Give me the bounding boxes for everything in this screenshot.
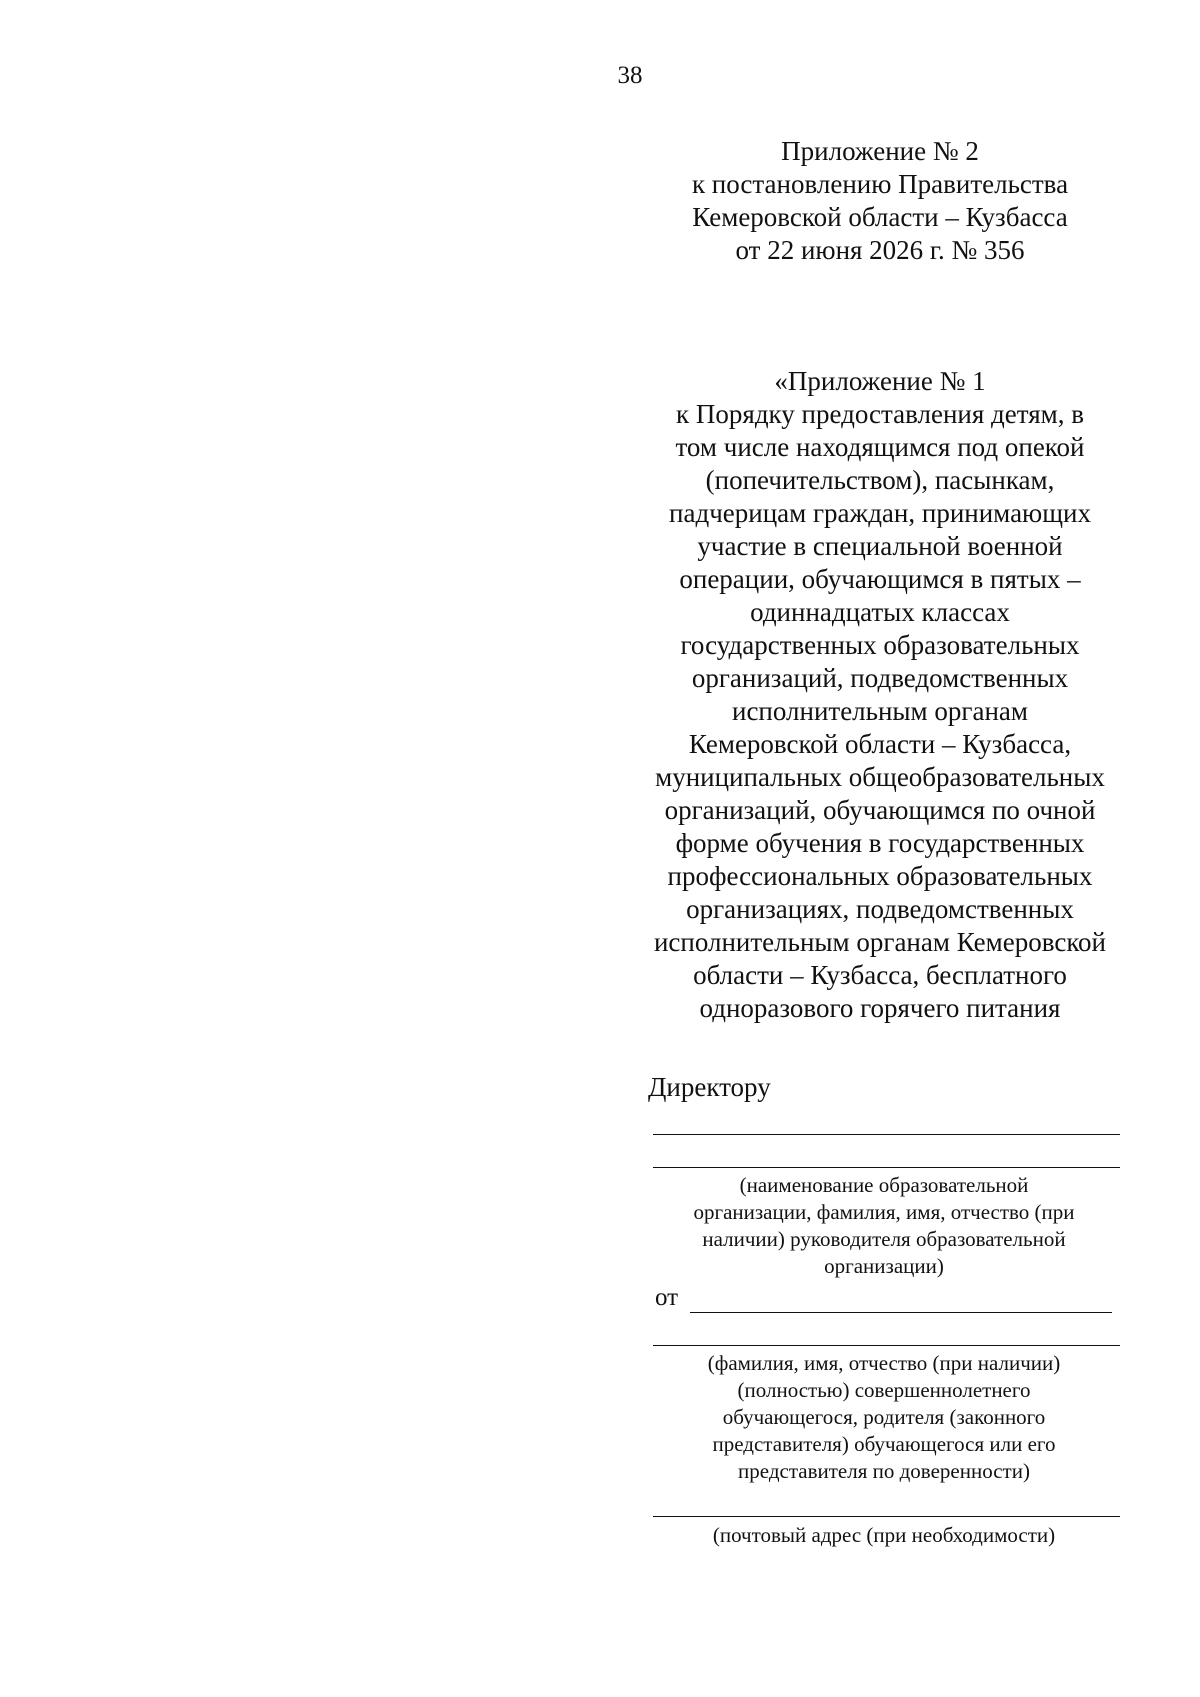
person-fill-line [653, 1345, 1120, 1346]
annex-inner-line: профессиональных образовательных [667, 861, 1093, 891]
person-caption [648, 1350, 1120, 1485]
org-caption-line: (наименование образовательной [739, 1173, 1029, 1197]
org-fill-line [653, 1167, 1120, 1168]
page-number: 38 [617, 62, 643, 89]
person-caption-line: представителя по доверенности) [738, 1459, 1030, 1483]
annex-header-line: Кемеровской области – Кузбасса [692, 202, 1068, 232]
annex-header-line: от 22 июня 2026 г. № 356 [735, 235, 1025, 265]
annex-inner-line: области – Кузбасса, бесплатного [693, 960, 1067, 990]
person-caption-line: (фамилия, имя, отчество (при наличии) [707, 1351, 1061, 1375]
address-fill-line [653, 1516, 1120, 1517]
annex-inner-line: одноразового горячего питания [699, 993, 1061, 1023]
address-caption: (почтовый адрес (при необходимости) [712, 1523, 1056, 1547]
annex-inner-line: том числе находящимся под опекой [675, 432, 1085, 462]
annex-header [640, 135, 1120, 267]
annex-inner-line: Кемеровской области – Кузбасса, [688, 729, 1072, 759]
from-fill-line [690, 1312, 1112, 1313]
annex-inner-line: падчерицам граждан, принимающих [669, 498, 1091, 528]
annex-inner-line: исполнительным органам Кемеровской [653, 927, 1107, 957]
annex-inner-line: операции, обучающимся в пятых – [679, 564, 1081, 594]
annex-inner-line: к Порядку предоставления детям, в [676, 399, 1084, 429]
annex-header-line: Приложение № 2 [781, 136, 979, 166]
director-fill-line [653, 1134, 1120, 1135]
org-caption-line: организации) [824, 1254, 944, 1278]
annex-inner [640, 365, 1120, 1025]
org-caption-line: наличии) руководителя образовательной [702, 1227, 1066, 1251]
from-label: от [655, 1284, 679, 1311]
annex-inner-line: государственных образовательных [680, 630, 1080, 660]
annex-inner-line: форме обучения в государственных [675, 828, 1085, 858]
director-label: Директору [648, 1072, 771, 1102]
annex-inner-line: одиннадцатых классах [750, 597, 1010, 627]
annex-inner-line: организаций, обучающимся по очной [664, 795, 1096, 825]
annex-inner-line: «Приложение № 1 [774, 366, 986, 396]
person-caption-line: обучающегося, родителя (законного [722, 1405, 1046, 1429]
person-caption-line: представителя) обучающегося или его [712, 1432, 1056, 1456]
org-caption [648, 1172, 1120, 1280]
annex-inner-line: организаций, подведомственных [691, 663, 1069, 693]
annex-inner-line: участие в специальной военной [697, 531, 1063, 561]
annex-inner-line: организациях, подведомственных [686, 894, 1074, 924]
person-caption-line: (полностью) совершеннолетнего [737, 1378, 1031, 1402]
org-caption-line: организации, фамилия, имя, отчество (при [693, 1200, 1075, 1224]
annex-header-line: к постановлению Правительства [691, 169, 1069, 199]
annex-inner-line: исполнительным органам [732, 696, 1028, 726]
annex-inner-line: (попечительством), пасынкам, [705, 465, 1055, 495]
annex-inner-line: муниципальных общеобразовательных [655, 762, 1105, 792]
